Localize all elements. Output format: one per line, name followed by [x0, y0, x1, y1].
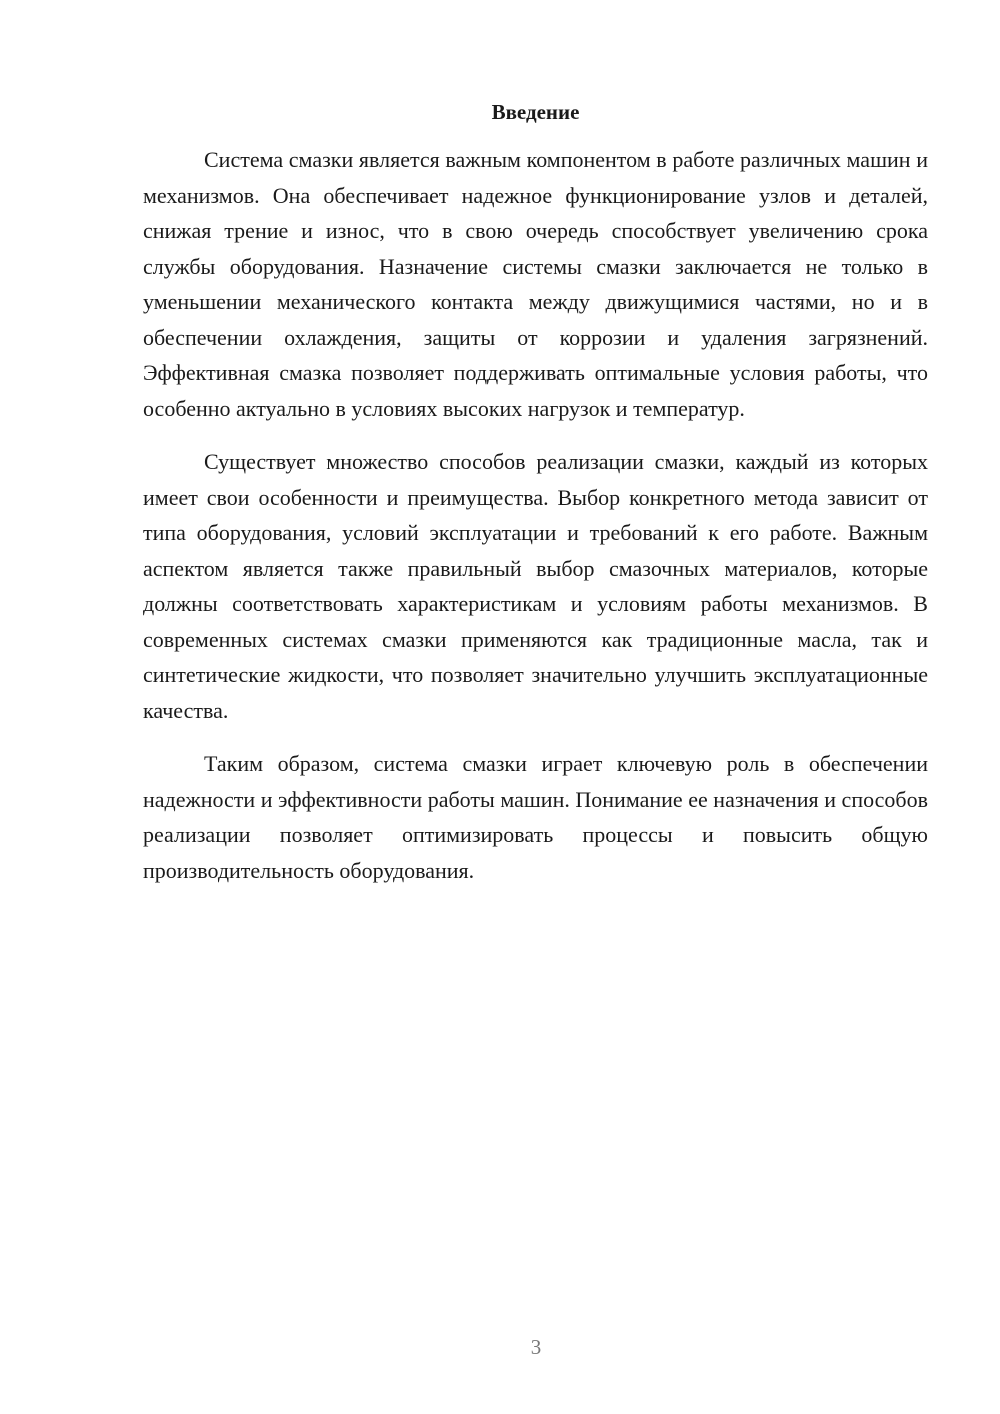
- section-heading: Введение: [491, 100, 580, 124]
- page-number: 3: [530, 1335, 542, 1359]
- body-text: [143, 142, 928, 888]
- paragraph-purpose: Система смазки является важным компонентом в работе различных машин и механизмов. Она обеспечивает надежное функционирование узлов и деталей, снижая трение и износ, что в свою очередь способствует увеличению срока службы оборудования. Назначение системы смазки заключается не только в уменьшении механического контакта между движущимися частями, но и в обеспечении охлаждения, защиты от коррозии и удаления загрязнений. Эффективная смазка позволяет поддерживать оптимальные условия работы, что особенно актуально в условиях высоких нагрузок и температур.: [143, 147, 928, 421]
- paragraph-methods: Существует множество способов реализации смазки, каждый из которых имеет свои особенности и преимущества. Выбор конкретного метода зависит от типа оборудования, условий эксплуатации и требований к его работе. Важным аспектом является также правильный выбор смазочных материалов, которые должны соответствовать характеристикам и условиям работы механизмов. В современных системах смазки применяются как традиционные масла, так и синтетические жидкости, что позволяет значительно улучшить эксплуатационные качества.: [143, 449, 928, 723]
- paragraph-conclusion: Таким образом, система смазки играет ключевую роль в обеспечении надежности и эффективности работы машин. Понимание ее назначения и способов реализации позволяет оптимизировать процессы и повысить общую производительность оборудования.: [143, 751, 928, 883]
